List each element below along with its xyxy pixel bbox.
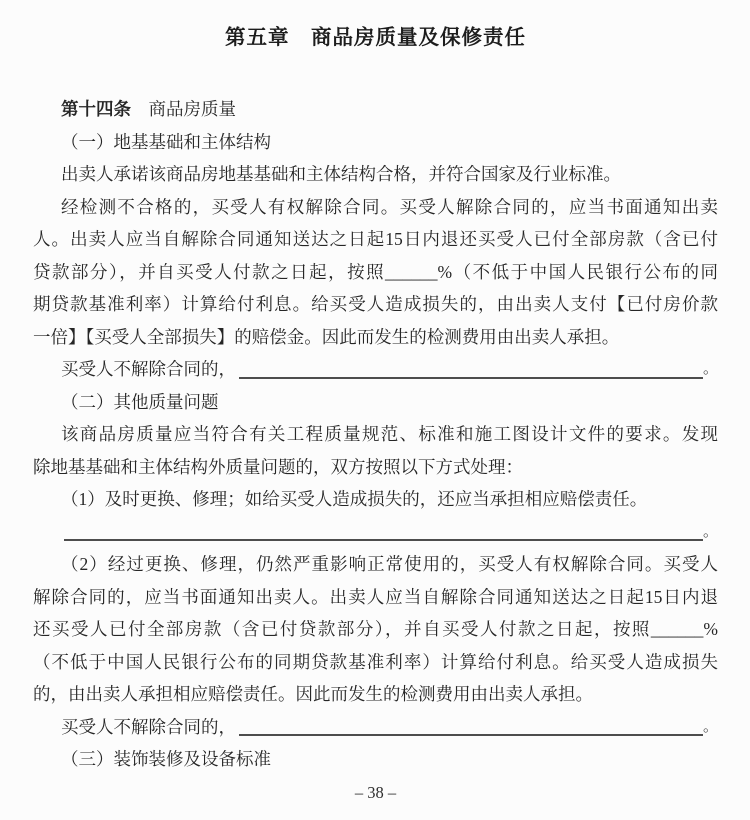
blank-underline [236, 711, 703, 744]
contract-body [33, 93, 718, 776]
text-line: 该商品房质量应当符合有关工程质量规范、标准和施工图设计文件的要求。发现 [61, 424, 718, 444]
text-line: （2）经过更换、修理，仍然严重影响正常使用的，买受人有权解除合同。买受人 [61, 554, 718, 574]
text-line: （三）装饰装修及设备标准 [61, 749, 271, 769]
chapter-title: 第五章 商品房质量及保修责任 [225, 27, 526, 49]
text-line: （1）及时更换、修理；如给买受人造成损失的，还应当承担相应赔偿责任。 [61, 489, 648, 509]
fill-suffix: 。 [702, 523, 718, 540]
fill-suffix: 。 [702, 718, 718, 735]
text-line: 还买受人已付全部房款（含已付贷款部分），并自买受人付款之日起，按照______% [33, 619, 718, 639]
article-heading [33, 93, 718, 126]
text-line: 人。出卖人应当自解除合同通知送达之日起15日内退还买受人已付全部房款（含已付 [33, 229, 718, 249]
blank-underline [61, 516, 703, 549]
text-line: 期贷款基准利率）计算给付利息。给买受人造成损失的，由出卖人支付【已付房价款 [33, 294, 718, 314]
text-line: 贷款部分），并自买受人付款之日起，按照______%（不低于中国人民银行公布的同 [33, 261, 718, 282]
fill-in-blank-line [33, 711, 718, 744]
page-number: – 38 – [354, 782, 397, 802]
text-line: （一）地基基础和主体结构 [61, 131, 271, 152]
text-line: （二）其他质量问题 [61, 391, 219, 412]
text-line: 解除合同的，应当书面通知出卖人。出卖人应当自解除合同通知送达之日起15日内退 [33, 586, 718, 607]
article-title: 商品房质量 [131, 99, 236, 119]
fill-prefix: 买受人不解除合同的， [61, 359, 236, 379]
blank-underline [236, 353, 703, 386]
article-number: 第十四条 [61, 99, 131, 119]
fill-in-blank-line [33, 353, 718, 386]
text-line: 除地基基础和主体结构外质量问题的，双方按照以下方式处理： [33, 456, 523, 477]
fill-prefix: 买受人不解除合同的， [61, 716, 236, 737]
fill-in-blank-line [33, 516, 718, 549]
text-line: 出卖人承诺该商品房地基基础和主体结构合格，并符合国家及行业标准。 [61, 164, 621, 184]
text-line: （不低于中国人民银行公布的同期贷款基准利率）计算给付利息。给买受人造成损失 [33, 651, 718, 672]
text-line: 的，由出卖人承担相应赔偿责任。因此而发生的检测费用由出卖人承担。 [33, 684, 593, 704]
text-line: 经检测不合格的，买受人有权解除合同。买受人解除合同的，应当书面通知出卖 [61, 196, 718, 217]
fill-suffix: 。 [702, 361, 718, 377]
text-line: 一倍】【买受人全部损失】的赔偿金。因此而发生的检测费用由出卖人承担。 [33, 326, 620, 347]
